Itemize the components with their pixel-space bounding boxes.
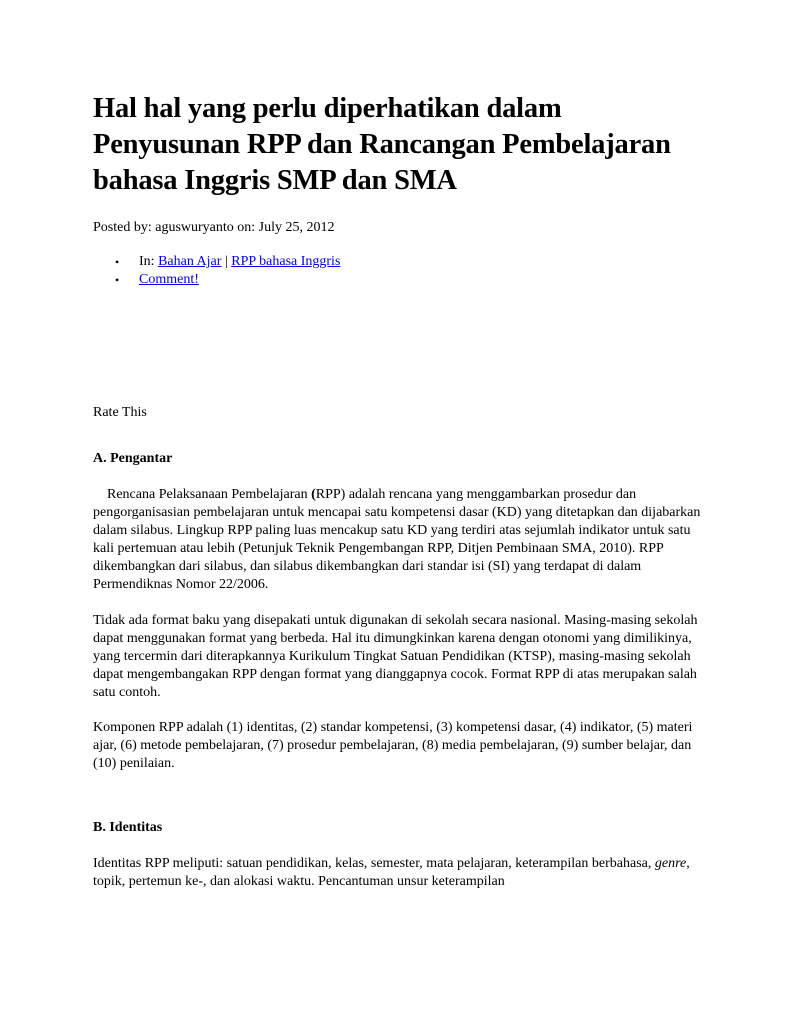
paragraph-pengantar-2: Tidak ada format baku yang disepakati untuk digunakan di sekolah secara nasional. Masing-masing sekolah dapat menggunakan format yang berbeda. Hal itu dimungkinkan karena dengan otonomi yang dimilikinya, yang tercermin dari diterapkannya Kurikulum Tingkat Satuan Pendidikan (KTSP), masing-masing sekolah dapat mengembangakan RPP dengan format yang dianggapnya cocok. Format RPP di atas merupakan salah satu contoh. [93, 613, 698, 700]
in-label: In: [139, 254, 159, 269]
paragraph-text: RPP) adalah rencana yang menggambarkan prosedur dan pengorganisasian pembelajaran untuk mencapai satu kompetensi dasar (KD) yang ditetapkan dan dijabarkan dalam silabus. Lingkup RPP paling luas mencakup satu KD yang terdiri atas sejumlah indikator untuk satu kali pertemuan atau lebih (Petunjuk Teknik Pengembangan RPP, Ditjen Pembinaan SMA, 2010). RPP dikembangkan dari silabus, dan silabus dikembangkan dari standar isi (SI) yang terdapat di dalam Permendiknas Nomor 22/2006. [93, 487, 701, 592]
paragraph-identitas-1 [93, 855, 703, 891]
paragraph-pengantar-1 [93, 486, 703, 594]
posted-by-line: Posted by: aguswuryanto on: July 25, 2012 [93, 220, 335, 235]
bullet-icon: • [115, 255, 120, 269]
category-link-rpp-bahasa-inggris[interactable]: RPP bahasa Inggris [231, 254, 341, 269]
rate-this-label: Rate This [93, 405, 147, 420]
comment-link[interactable]: Comment! [139, 272, 199, 287]
section-heading-pengantar: A. Pengantar [93, 451, 173, 466]
paragraph-text: , topik, pertemun ke-, dan alokasi waktu. Pencantuman unsur keterampilan [93, 856, 690, 889]
document-page [93, 91, 703, 891]
list-item-categories [93, 253, 703, 271]
post-meta-list [93, 253, 703, 289]
paragraph-bold-text: ( [311, 487, 316, 502]
paragraph-text: Identitas RPP meliputi: satuan pendidikan, kelas, semester, mata pelajaran, keterampilan berbahasa, [93, 856, 655, 871]
category-link-bahan-ajar[interactable]: Bahan Ajar [158, 254, 222, 269]
paragraph-text: Rencana Pelaksanaan Pembelajaran [107, 487, 312, 502]
section-heading-identitas: B. Identitas [93, 820, 163, 835]
paragraph-pengantar-3: Komponen RPP adalah (1) identitas, (2) standar kompetensi, (3) kompetensi dasar, (4) indikator, (5) materi ajar, (6) metode pembelajaran, (7) prosedur pembelajaran, (8) media pembelajaran, (9) sumber belajar, dan (10) penilaian. [93, 720, 693, 771]
list-item-comment [93, 271, 703, 289]
category-separator: | [221, 254, 232, 269]
paragraph-italic-text: genre [654, 856, 687, 871]
bullet-icon: • [115, 273, 120, 287]
page-title: Hal hal yang perlu diperhatikan dalam Penyusunan RPP dan Rancangan Pembelajaran bahasa Inggris SMP dan SMA [93, 93, 671, 196]
